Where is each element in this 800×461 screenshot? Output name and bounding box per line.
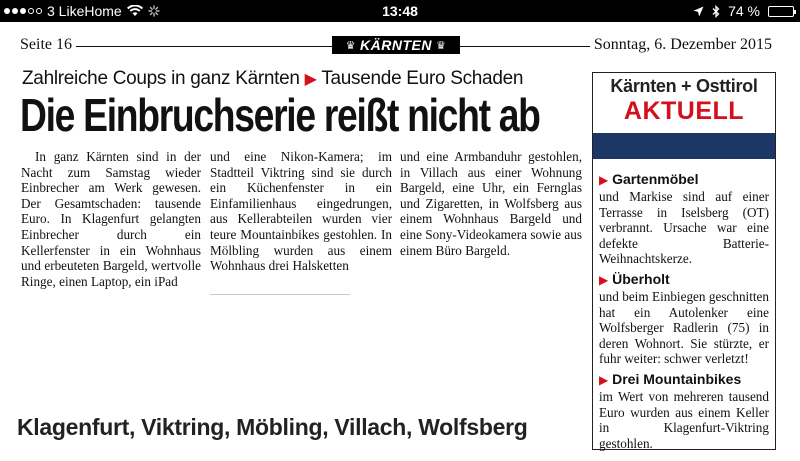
article-column-2 [210,149,392,274]
article-column-3 [400,149,582,258]
column-divider [210,294,350,295]
location-overlay-caption: Klagenfurt, Viktring, Möbling, Villach, Wolfsberg [17,414,528,440]
sidebox-region: Kärnten + Osttirol [610,76,758,96]
article-column-1 [21,149,201,289]
bluetooth-icon [712,5,720,18]
status-bar-right [693,3,794,19]
sidebox-item-title: Drei Mountainbikes [612,370,742,387]
sidebox-item [593,371,775,451]
carrier-name: 3 LikeHome [47,3,122,19]
section-label [332,36,460,54]
sidebox-item [593,271,775,367]
location-arrow-icon [693,6,704,17]
crown-icon: ♛ [345,39,357,52]
article-paragraph: und eine Armbanduhr gestohlen, in Villach aus einer Wohnung Bargeld, eine Uhr, ein Fernglas und Zigaretten, in Wolfsberg aus einem Wohnhaus Bargeld und eine Sony-Videokamera sowie aus einem Büro Bargeld. [400,149,582,258]
crown-icon: ♛ [435,39,447,52]
status-time: 13:48 [382,3,418,19]
sidebox-item-title: Überholt [612,270,670,287]
sidebox-item [593,171,775,267]
section-name: KÄRNTEN [360,37,432,53]
red-triangle-icon: ▶ [599,372,609,387]
sidebox-item-text: und beim Einbiegen geschnitten hat ein Autolenker eine Wolfsberger Radlerin (75) in deren Wohnort. Sie stürzte, er fuhr weiter: schwer verletzt! [599,288,769,367]
page-number: Seite 16 [20,36,76,54]
sidebox-label: AKTUELL [623,97,745,125]
article-paragraph: In ganz Kärnten sind in der Nacht zum Samstag wieder Einbrecher am Werk gewesen. Der Gesamtschaden: tausende Euro. In Klagenfurt gelangten Einbrecher durch ein Kellerfenster in ein Wohnhaus und erbeuteten Bargeld, wertvolle Ringe, einen Laptop, ein iPad [21,149,201,289]
sidebox-item-text: und Markise sind auf einer Terrasse in Iselsberg (OT) verbrannt. Ursache war eine defekte Batterie-Weihnachtskerze. [599,189,769,267]
sidebox-header [593,73,775,133]
kicker-right: Tausende Euro Schaden [321,68,524,89]
red-triangle-icon: ▶ [599,173,609,187]
status-bar [0,0,800,22]
article-paragraph: und eine Nikon-Kamera; im Stadtteil Viktring sind sie durch ein Küchenfenster in ein Einfamilienhaus eingedrungen, aus Kellerabteilen wurden vier teure Mountainbikes gestohlen. In Mölbling wurden aus einem Wohnhaus drei Halsketten [210,149,392,274]
red-triangle-icon: ▶ [304,71,317,88]
kicker-left: Zahlreiche Coups in ganz Kärnten [22,68,300,89]
sidebox-items [593,159,775,451]
sidebox-color-bar [593,133,775,159]
battery-icon [768,6,794,17]
newspaper-header [20,36,772,56]
article-kicker [22,68,523,90]
news-sidebox [592,72,776,450]
issue-date: Sonntag, 6. Dezember 2015 [590,36,772,54]
red-triangle-icon: ▶ [599,272,609,287]
sidebox-item-title: Gartenmöbel [612,171,699,187]
article-headline: Die Einbruchserie reißt nicht ab [20,89,540,141]
battery-percent: 74 % [728,3,760,19]
sidebox-item-text: im Wert von mehreren tausend Euro wurden aus einem Keller in Klagenfurt-Viktring gestohlen. [599,388,769,451]
